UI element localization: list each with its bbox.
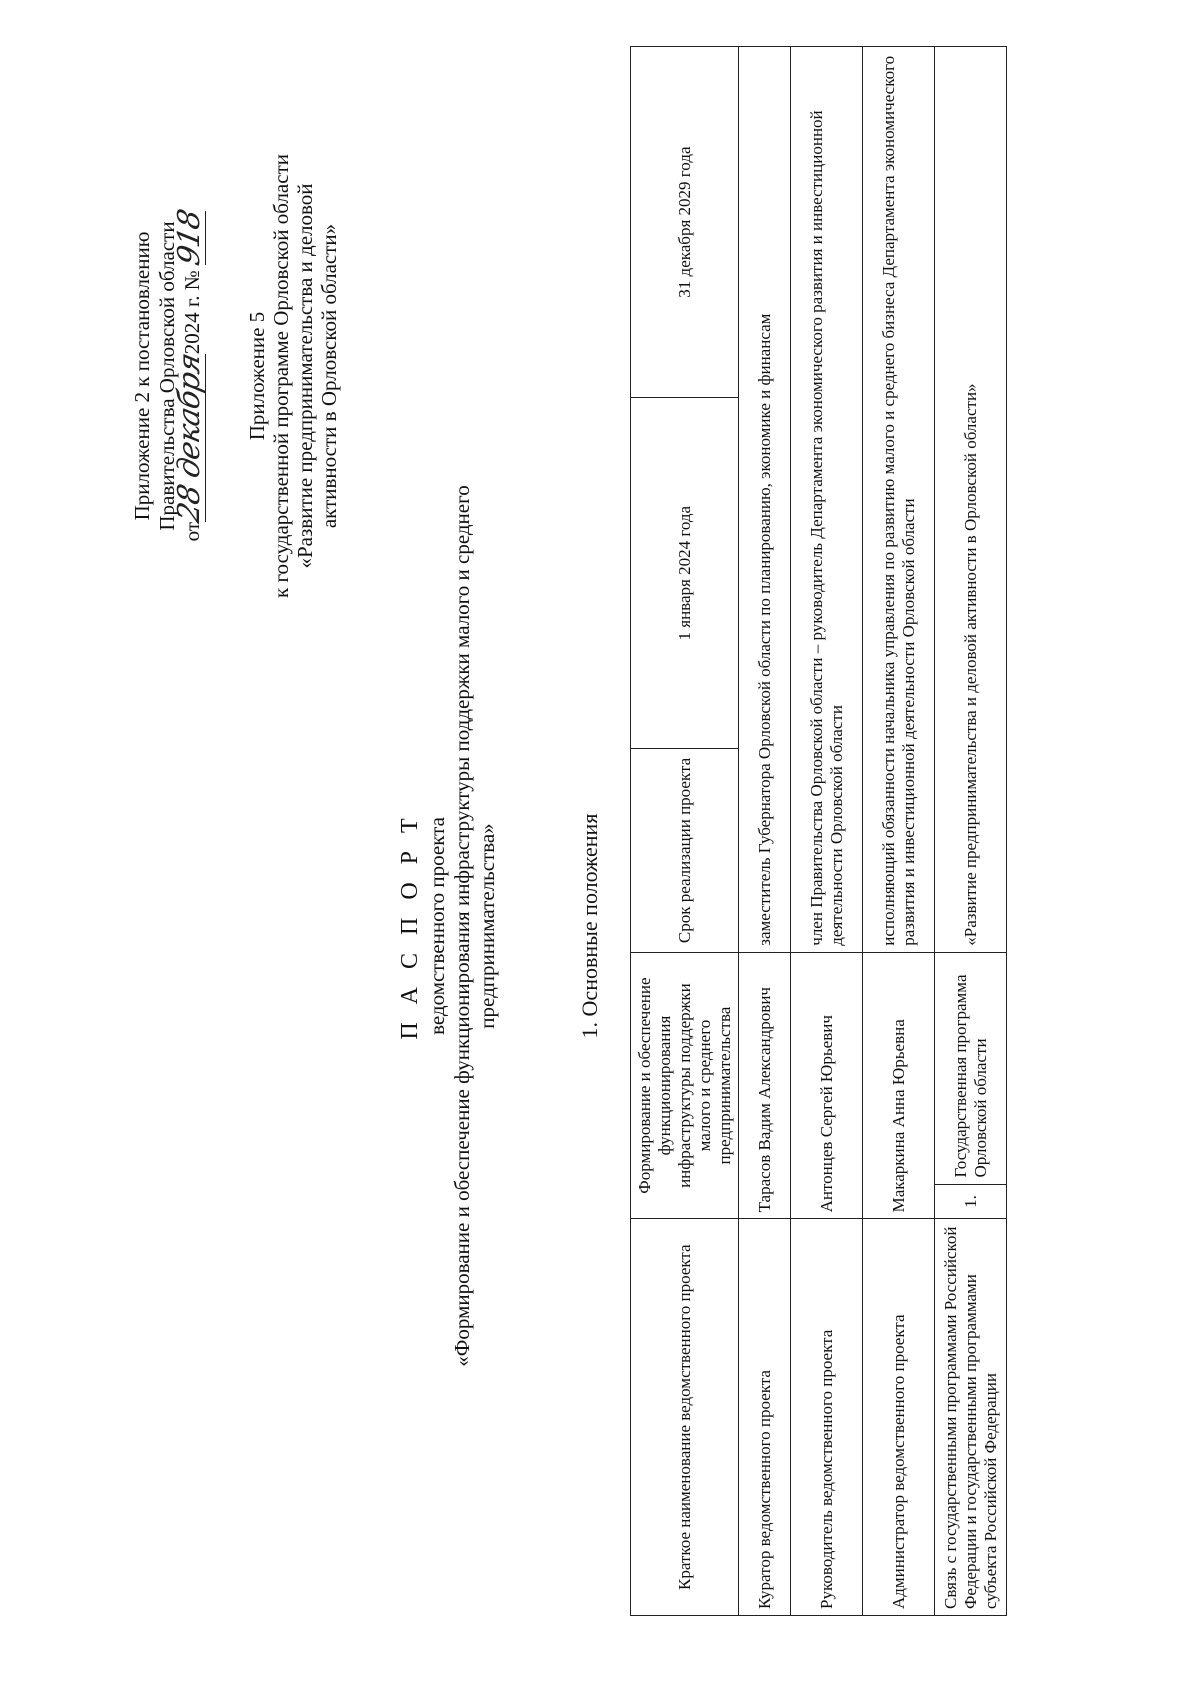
short-name-value: Формирование и обеспечение функционирования инфраструктуры поддержки малого и среднего предпринимательства	[631, 952, 739, 1219]
appendix-2-header	[130, 56, 206, 696]
annex5-line-2: к государственной программе Орловской области	[269, 154, 293, 598]
admin-name: Макаркина Анна Юрьевна	[863, 952, 935, 1219]
curator-position: заместитель Губернатора Орловской области по планированию, экономике и финансам	[739, 47, 791, 953]
program-link-number: 1.	[935, 1184, 1007, 1219]
term-start: 1 января 2024 года	[631, 398, 739, 749]
title-line-2: «Формирование и обеспечение функционирования инфраструктуры поддержки малого и среднего	[450, 485, 474, 1367]
section-heading: 1. Основные положения	[577, 813, 602, 1039]
table-row	[739, 47, 791, 1616]
date-prefix: от	[180, 521, 204, 542]
curator-name: Тарасов Вадим Александрович	[739, 952, 791, 1219]
table-row	[631, 47, 739, 1616]
title-line-3: предпринимательства»	[475, 823, 499, 1029]
handwritten-number: 918	[172, 206, 207, 269]
annex5-line-4: активности в Орловской области»	[317, 223, 341, 529]
table-row	[791, 47, 863, 1616]
title-line-1: ведомственного проекта	[425, 817, 449, 1035]
program-type: Государственная программа Орловской области	[935, 952, 1007, 1184]
passport-heading: П А С П О Р Т	[397, 812, 423, 1040]
passport-table	[630, 46, 1007, 1616]
admin-label: Администратор ведомственного проекта	[863, 1219, 935, 1616]
annex5-line-3: «Развитие предпринимательства и деловой	[293, 183, 317, 569]
program-link-label: Связь с государственными программами Российской Федерации и государственными программами субъекта Российской Федерации	[935, 1219, 1007, 1616]
curator-label: Куратор ведомственного проекта	[739, 1219, 791, 1616]
head-label: Руководитель ведомственного проекта	[791, 1219, 863, 1616]
table-row	[935, 47, 1007, 1616]
head-position: член Правительства Орловской области – руководитель Департамента экономического развития и инвестиционной деятельности Орловской области	[791, 47, 863, 953]
annex-5-header	[245, 56, 341, 696]
program-name: «Развитие предпринимательства и деловой активности в Орловской области»	[935, 47, 1007, 953]
appendix-line-1: Приложение 2 к постановлению	[130, 231, 154, 521]
annex5-line-1: Приложение 5	[245, 311, 269, 441]
head-name: Антонцев Сергей Юрьевич	[791, 952, 863, 1219]
passport-title	[395, 226, 500, 1626]
table-row	[863, 47, 935, 1616]
appendix-date-line	[172, 56, 207, 696]
short-name-label: Краткое наименование ведомственного проекта	[631, 1219, 739, 1616]
appendix-line-2: Правительства Орловской области	[155, 221, 179, 531]
date-suffix: 2024 г. №	[180, 270, 204, 355]
admin-position: исполняющий обязанности начальника управления по развитию малого и среднего бизнеса Департамента экономического развития и инвестиционной деятельности Орловской области	[863, 47, 935, 953]
term-label: Срок реализации проекта	[631, 749, 739, 953]
handwritten-date: 28 декабря	[172, 350, 207, 526]
term-end: 31 декабря 2029 года	[631, 47, 739, 398]
